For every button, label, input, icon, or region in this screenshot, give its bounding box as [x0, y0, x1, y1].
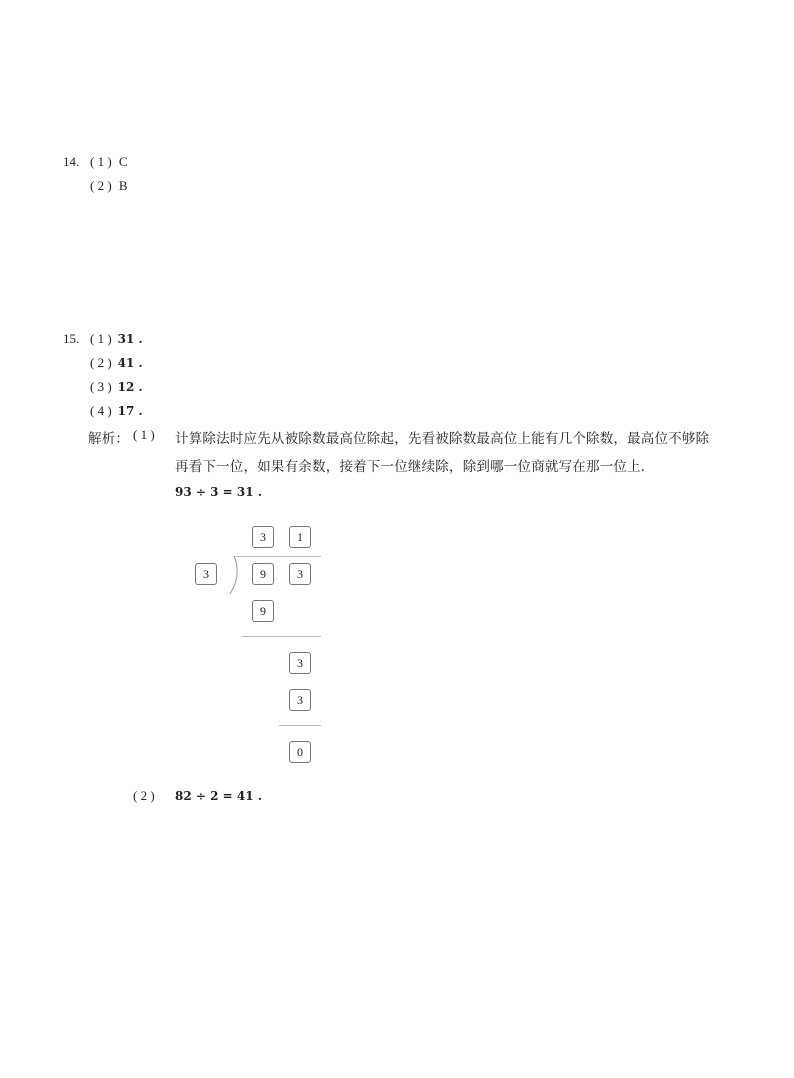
q15-part4-answer: 17 . — [117, 404, 143, 418]
q14-number: 14. — [63, 154, 80, 169]
analysis-line1: 计算除法时应先从被除数最高位除起，先看被除数最高位上能有几个除数，最高位不够除 — [175, 431, 710, 447]
step2-bringdown: 3 — [289, 652, 311, 674]
equation-1: 93 ÷ 3 = 31 . — [175, 485, 262, 499]
q14-part2-answer: B — [118, 178, 128, 193]
q15-part4 — [90, 403, 143, 419]
equation-2: 82 ÷ 2 = 41 . — [175, 789, 262, 803]
dividend-digit-tens: 9 — [252, 563, 274, 585]
step2-line — [279, 725, 321, 726]
q15-number: 15. — [63, 331, 80, 346]
q14-part1-answer: C — [118, 154, 128, 169]
q15-part2 — [90, 355, 143, 371]
q15-part1-answer: 31 . — [117, 332, 143, 346]
division-bracket — [226, 556, 240, 594]
analysis-part2-label: ( 2 ) — [133, 788, 155, 803]
q15-part3 — [90, 379, 143, 395]
q14-part1-label: ( 1 ) — [90, 154, 112, 169]
analysis-line2: 再看下一位，如果有余数，接着下一位继续除，除到哪一位商就写在那一位上． — [175, 459, 655, 475]
quotient-digit-tens: 3 — [252, 526, 274, 548]
q14-part2 — [90, 178, 128, 194]
q14-part1 — [90, 154, 128, 170]
remainder-box: 0 — [289, 741, 311, 763]
divisor-box: 3 — [195, 563, 217, 585]
quotient-digit-ones: 1 — [289, 526, 311, 548]
division-bar — [234, 556, 321, 557]
q15-part1-label: ( 1 ) — [90, 331, 112, 346]
step2-product: 3 — [289, 689, 311, 711]
step1-line — [242, 636, 321, 637]
q15-part4-label: ( 4 ) — [90, 403, 112, 418]
q15-part3-label: ( 3 ) — [90, 379, 112, 394]
q14-part2-label: ( 2 ) — [90, 178, 112, 193]
analysis-label: 解析： — [88, 431, 130, 447]
q15-part1 — [90, 331, 143, 347]
dividend-digit-ones: 3 — [289, 563, 311, 585]
analysis-part1-label: ( 1 ) — [133, 427, 155, 442]
q15-part2-label: ( 2 ) — [90, 355, 112, 370]
q15-part2-answer: 41 . — [117, 356, 143, 370]
q15-part3-answer: 12 . — [117, 380, 143, 394]
step1-product: 9 — [252, 600, 274, 622]
